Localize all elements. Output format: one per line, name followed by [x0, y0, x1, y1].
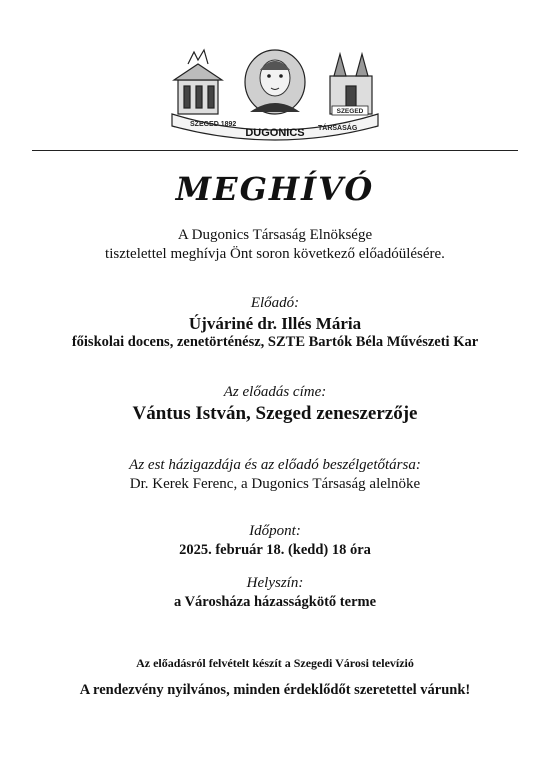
presenter-role: főiskolai docens, zenetörténész, SZTE Bartók Béla Művészeti Kar	[71, 334, 479, 350]
event-place: a Városháza házasságkötő terme	[173, 594, 377, 610]
header-divider	[32, 150, 518, 151]
public-event-note: A rendezvény nyilvános, minden érdeklődőt szeretettel várunk!	[79, 682, 471, 698]
event-time: 2025. február 18. (kedd) 18 óra	[179, 542, 371, 558]
host-label: Az est házigazdája és az előadó beszélgetőtársa:	[129, 457, 421, 473]
recording-note: Az előadásról felvételt készít a Szegedi Városi televízió	[136, 656, 414, 670]
place-label: Helyszín:	[246, 575, 304, 591]
talk-title: Vántus István, Szeged zeneszerzője	[132, 403, 418, 424]
intro-line-1: A Dugonics Társaság Elnöksége	[177, 227, 373, 243]
host-name: Dr. Kerek Ferenc, a Dugonics Társaság alelnöke	[129, 476, 421, 492]
right-cathedral-emblem	[330, 54, 372, 114]
logo-name: DUGONICS	[245, 127, 305, 139]
time-label: Időpont:	[249, 523, 301, 539]
invitation-title: MEGHÍVÓ	[175, 170, 375, 208]
logo-band-right: TÁRSASÁG	[318, 125, 358, 132]
presenter-label: Előadó:	[250, 295, 300, 311]
logo-tag-right: SZEGED	[336, 108, 364, 115]
intro-line-2: tisztelettel meghívja Önt soron következő előadóülésére.	[105, 246, 445, 262]
logo-band-left: SZEGED 1892	[190, 121, 237, 128]
talk-title-label: Az előadás címe:	[223, 384, 327, 400]
portrait-emblem	[245, 50, 305, 114]
presenter-name: Újváriné dr. Illés Mária	[188, 314, 362, 333]
dugonics-society-logo	[168, 46, 382, 142]
left-building-emblem	[174, 50, 222, 114]
